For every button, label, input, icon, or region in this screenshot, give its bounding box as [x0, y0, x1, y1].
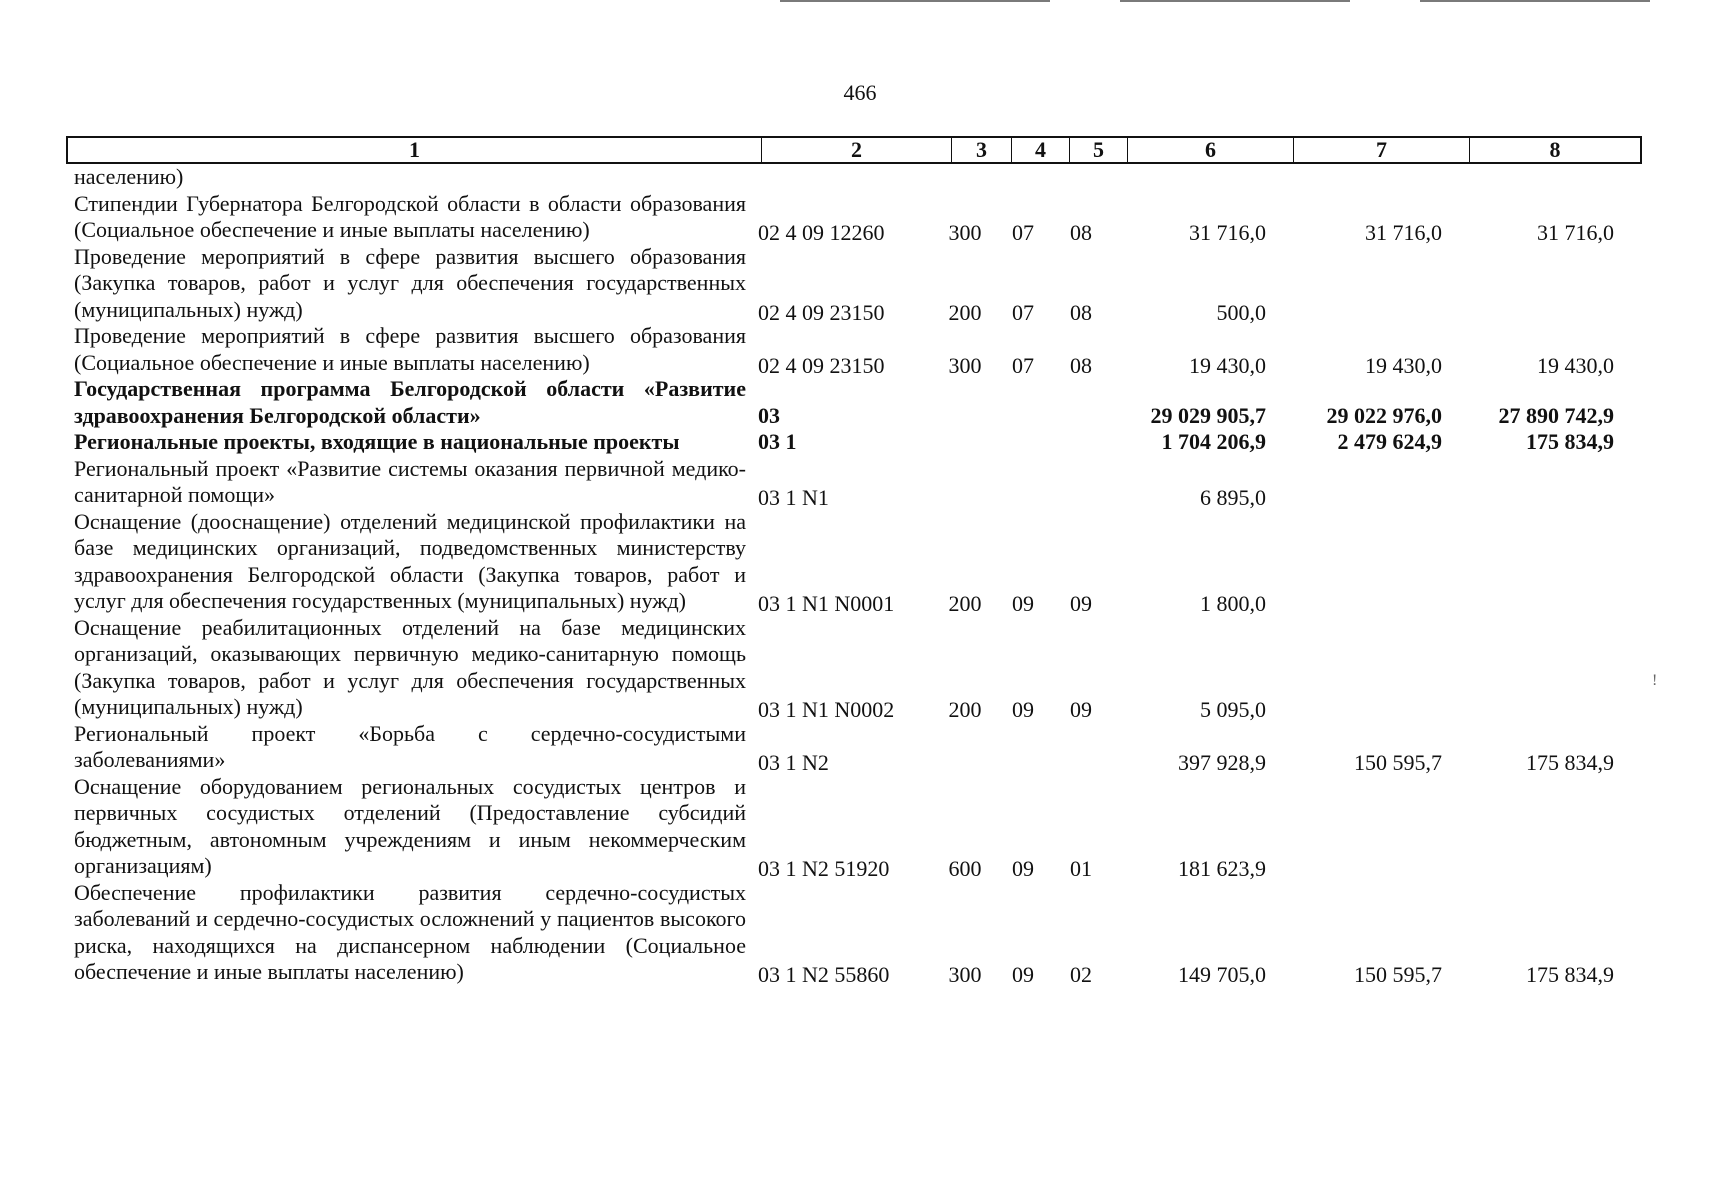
row-value-7-text: 29 022 976,0: [1326, 402, 1442, 428]
row-code-text: 02 4 09 12260: [758, 220, 885, 245]
header-col-2: 2: [762, 138, 952, 162]
row-col-5-text: 02: [1070, 962, 1092, 987]
row-col-5-text: 01: [1070, 856, 1092, 881]
row-value-6-text: 397 928,9: [1178, 750, 1266, 775]
header-col-4: 4: [1012, 138, 1070, 162]
row-value-6-text: 29 029 905,7: [1150, 402, 1266, 428]
row-col-4: [994, 588, 1052, 615]
row-value-6-text: 181 623,9: [1178, 856, 1266, 881]
row-col-5: [1052, 694, 1110, 721]
row-value-6-text: 149 705,0: [1178, 962, 1266, 987]
row-value-8-text: 31 716,0: [1537, 220, 1614, 245]
row-value-7-text: 19 430,0: [1365, 352, 1442, 378]
row-description: Региональный проект «Борьба с сердечно-сосудистыми заболеваниями»: [74, 720, 746, 772]
row-value-6-text: 31 716,0: [1189, 220, 1266, 245]
row-value-6-text: 1 704 206,9: [1161, 429, 1266, 454]
row-value-6: [1110, 588, 1276, 615]
row-col-3-text: 200: [948, 591, 982, 616]
top-rule-2: [1120, 0, 1350, 2]
row-code-text: 03 1: [758, 429, 797, 454]
row-col-4-text: 09: [1012, 962, 1034, 987]
row-col-3: [936, 959, 994, 986]
row-value-8-text: 175 834,9: [1526, 962, 1614, 987]
table-row: [66, 164, 1642, 191]
row-value-6: [1110, 217, 1276, 244]
row-value-7: [1276, 959, 1452, 986]
row-value-6-text: 6 895,0: [1200, 485, 1266, 510]
row-col-4: [994, 853, 1052, 880]
row-value-6: [1110, 350, 1276, 377]
table-header: [66, 136, 1642, 164]
row-code-text: 03 1 N1 N0002: [758, 697, 895, 722]
table-row: [66, 376, 1642, 429]
row-value-7: [1276, 403, 1452, 430]
row-code: [746, 297, 936, 324]
row-col-3: [936, 297, 994, 324]
header-col-5: 5: [1070, 138, 1128, 162]
header-col-3: 3: [952, 138, 1012, 162]
row-value-6: [1110, 403, 1276, 430]
row-col-3: [936, 853, 994, 880]
row-col-3-text: 300: [948, 220, 982, 245]
row-col-5: [1052, 588, 1110, 615]
row-col-5: [1052, 217, 1110, 244]
row-value-6-text: 1 800,0: [1200, 591, 1266, 616]
table-row: [66, 774, 1642, 880]
row-value-8-text: 175 834,9: [1526, 429, 1614, 454]
row-col-3: [936, 588, 994, 615]
row-code: [746, 482, 936, 509]
row-value-7-text: 2 479 624,9: [1337, 429, 1442, 454]
row-value-8-text: 19 430,0: [1537, 352, 1614, 378]
row-code-text: 03 1 N1 N0001: [758, 591, 895, 616]
row-description: Государственная программа Белгородской области «Развитие здравоохранения Белгородской области»: [74, 376, 746, 428]
table-row: [66, 456, 1642, 509]
row-description: Проведение мероприятий в сфере развития высшего образования (Закупка товаров, работ и услуг для обеспечения государственных (муниципальных) нужд): [74, 243, 746, 322]
row-value-6-text: 19 430,0: [1189, 352, 1266, 378]
row-col-4: [994, 217, 1052, 244]
row-col-4: [994, 350, 1052, 377]
row-value-6: [1110, 747, 1276, 774]
row-description: Обеспечение профилактики развития сердечно-сосудистых заболеваний и сердечно-сосудистых осложнений у пациентов высокого риска, находящихся на диспансерном наблюдении (Социальное обеспечение и иные выплаты населению): [74, 879, 746, 984]
row-col-5: [1052, 959, 1110, 986]
row-value-8-text: 27 890 742,9: [1498, 402, 1614, 428]
row-col-3-text: 200: [948, 697, 982, 722]
header-col-7: 7: [1294, 138, 1470, 162]
scan-mark: !: [1652, 672, 1658, 689]
row-col-4: [994, 959, 1052, 986]
row-code: [746, 217, 936, 244]
row-code-text: 03: [758, 402, 780, 428]
row-code-text: 03 1 N1: [758, 485, 829, 510]
table-row: [66, 509, 1642, 615]
row-col-5: [1052, 350, 1110, 377]
row-value-7-text: 150 595,7: [1354, 750, 1442, 775]
row-value-7-text: 150 595,7: [1354, 962, 1442, 987]
row-code: [746, 429, 936, 456]
row-col-4-text: 09: [1012, 591, 1034, 616]
row-description: Проведение мероприятий в сфере развития высшего образования (Социальное обеспечение и иные выплаты населению): [74, 323, 746, 375]
row-value-6-text: 500,0: [1216, 299, 1266, 325]
row-description: населению): [74, 164, 184, 189]
row-value-7: [1276, 350, 1452, 377]
row-col-4-text: 07: [1012, 352, 1034, 378]
row-col-5-text: 09: [1070, 591, 1092, 616]
row-code: [746, 959, 936, 986]
row-value-6: [1110, 694, 1276, 721]
row-value-6: [1110, 429, 1276, 456]
table-body: [66, 164, 1642, 986]
row-code-text: 02 4 09 23150: [758, 352, 885, 378]
row-col-5: [1052, 297, 1110, 324]
row-value-8: [1452, 217, 1628, 244]
row-code: [746, 853, 936, 880]
row-description: Оснащение оборудованием региональных сосудистых центров и первичных сосудистых отделений (Предоставление субсидий бюджетным, автономным учреждениям и иным некоммерческим организациям): [74, 773, 746, 878]
row-code: [746, 747, 936, 774]
row-code: [746, 350, 936, 377]
row-col-4-text: 07: [1012, 299, 1034, 325]
row-value-6: [1110, 297, 1276, 324]
row-col-3-text: 300: [948, 352, 982, 378]
top-rule-1: [780, 0, 1050, 2]
row-value-6-text: 5 095,0: [1200, 697, 1266, 722]
row-code-text: 03 1 N2: [758, 750, 829, 775]
table-row: [66, 615, 1642, 721]
row-col-5: [1052, 853, 1110, 880]
header-col-8: 8: [1549, 137, 1561, 162]
row-value-8: [1452, 403, 1628, 430]
row-description: Оснащение реабилитационных отделений на базе медицинских организаций, оказывающих первичную медико-санитарную помощь (Закупка товаров, работ и услуг для обеспечения государственных (муниципальных) нужд): [74, 614, 746, 719]
row-value-7: [1276, 429, 1452, 456]
row-code-text: 02 4 09 23150: [758, 299, 885, 325]
page-number: 466: [843, 80, 877, 105]
row-col-3-text: 200: [948, 299, 982, 325]
row-description: Оснащение (дооснащение) отделений медицинской профилактики на базе медицинских организаций, подведомственных министерству здравоохранения Белгородской области (Закупка товаров, работ и услуг для обеспечения государственных (муниципальных) нужд): [74, 508, 746, 613]
row-col-5-text: 09: [1070, 697, 1092, 722]
table-row: [66, 244, 1642, 324]
table-row: [66, 880, 1642, 986]
row-value-7-text: 31 716,0: [1365, 220, 1442, 245]
row-col-4: [994, 297, 1052, 324]
row-value-6: [1110, 959, 1276, 986]
row-col-5-text: 08: [1070, 299, 1092, 325]
top-rule-3: [1420, 0, 1650, 2]
row-value-8: [1452, 350, 1628, 377]
row-value-7: [1276, 747, 1452, 774]
row-code: [746, 588, 936, 615]
row-col-5-text: 08: [1070, 220, 1092, 245]
row-value-8: [1452, 959, 1628, 986]
row-value-8: [1452, 747, 1628, 774]
row-description: Региональный проект «Развитие системы оказания первичной медико-санитарной помощи»: [74, 455, 746, 507]
row-value-8-text: 175 834,9: [1526, 750, 1614, 775]
row-col-4-text: 07: [1012, 220, 1034, 245]
row-value-7: [1276, 217, 1452, 244]
row-col-3-text: 300: [948, 962, 982, 987]
row-col-4-text: 09: [1012, 856, 1034, 881]
row-col-4: [994, 694, 1052, 721]
row-value-6: [1110, 482, 1276, 509]
table-row: [66, 191, 1642, 244]
row-value-6: [1110, 853, 1276, 880]
row-description: Региональные проекты, входящие в национальные проекты: [74, 429, 680, 454]
table-row: [66, 323, 1642, 376]
row-col-3: [936, 350, 994, 377]
row-code: [746, 694, 936, 721]
row-value-8: [1452, 429, 1628, 456]
table-row: [66, 721, 1642, 774]
row-col-5-text: 08: [1070, 352, 1092, 378]
row-code-text: 03 1 N2 51920: [758, 856, 890, 881]
row-col-3-text: 600: [948, 856, 982, 881]
table-row: [66, 429, 1642, 456]
header-col-1: 1: [68, 138, 762, 162]
header-col-6: 6: [1128, 138, 1294, 162]
row-code-text: 03 1 N2 55860: [758, 962, 890, 987]
row-description: Стипендии Губернатора Белгородской области в области образования (Социальное обеспечение и иные выплаты населению): [74, 190, 746, 242]
row-col-3: [936, 217, 994, 244]
row-col-3: [936, 694, 994, 721]
row-code: [746, 403, 936, 430]
row-col-4-text: 09: [1012, 697, 1034, 722]
